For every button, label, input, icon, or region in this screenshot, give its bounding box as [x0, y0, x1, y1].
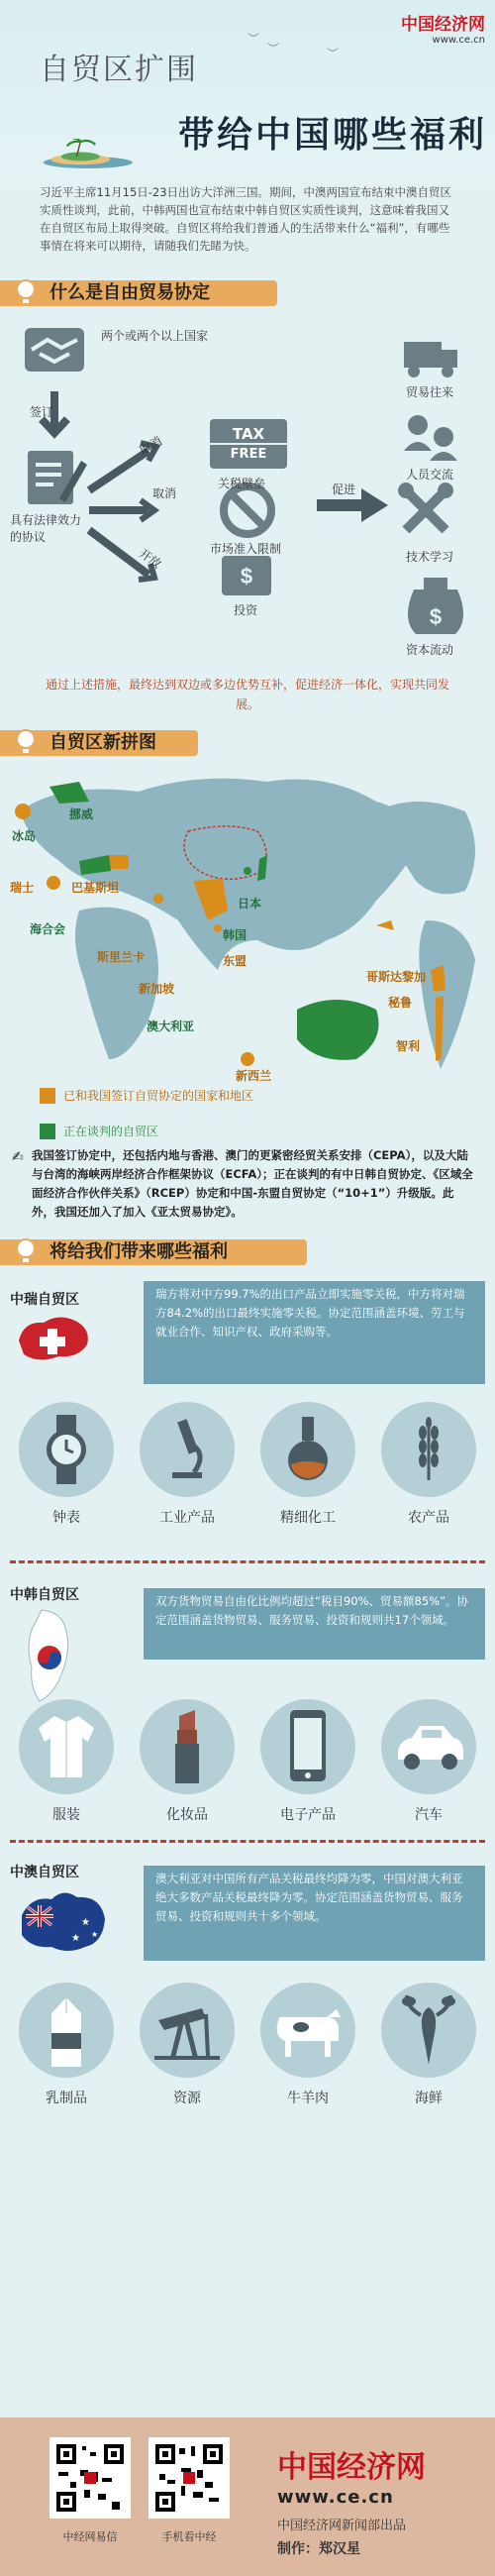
- open-label: 开放: [136, 546, 164, 572]
- result-tech-label: 技术学习: [406, 550, 454, 564]
- marker-australia: [297, 1000, 379, 1060]
- section-benefits-header: [0, 1232, 495, 1271]
- qr1-label: 中经网易信: [62, 2530, 118, 2543]
- lightbulb-icon: [14, 1237, 38, 1267]
- item-label: 海鲜: [415, 2091, 443, 2106]
- swiss-fta-name: 中瑞自贸区: [10, 1292, 79, 1308]
- brand-url: www.ce.cn: [432, 35, 485, 46]
- prohibited-icon: [224, 486, 271, 534]
- market-access-label: 市场准入限制: [210, 542, 282, 556]
- label-norway: 挪威: [69, 807, 94, 821]
- arrow-up-right-icon: [89, 451, 148, 490]
- agreement-label: 具有法律效力的协议: [10, 513, 82, 544]
- result-people-label: 人员交流: [406, 468, 454, 482]
- korea-items-row: [0, 1699, 495, 1824]
- item-label: 化妆品: [166, 1807, 208, 1823]
- item-label: 资源: [173, 2091, 201, 2106]
- korea-fta-text: 双方货物贸易自由化比例均超过“税目90%、贸易额85%”。协定范围涵盖货物贸易、服务贸易、投资和规则共17个领域。: [144, 1588, 485, 1660]
- legend-signed-text: 已和我国签订自贸协定的国家和地区: [63, 1089, 254, 1103]
- result-capital-label: 资本流动: [406, 643, 454, 657]
- header: [0, 0, 495, 183]
- marker-korea: [244, 867, 251, 875]
- divider: [10, 1840, 485, 1843]
- label-costarica: 哥斯达黎加: [366, 970, 427, 984]
- label-chile: 智利: [396, 1039, 421, 1053]
- australia-fta-name: 中澳自贸区: [10, 1865, 79, 1880]
- korea-fta-name: 中韩自贸区: [10, 1587, 79, 1603]
- swiss-items-row: [0, 1402, 495, 1527]
- label-asean: 东盟: [223, 954, 248, 968]
- footer: [0, 2417, 495, 2576]
- item-label: 服装: [52, 1807, 80, 1823]
- footer-brand[interactable]: 中国经济网: [277, 2450, 426, 2485]
- legend-swatch-signed: [40, 1088, 55, 1104]
- swiss-fta-block: [0, 1281, 495, 1568]
- swiss-fta-text: 瑞方将对中方99.7%的出口产品立即实施零关税，中方将对瑞方84.2%的出口最终实施零关税。协定范围涵盖环境、劳工与就业合作、知识产权、政府采购等。: [144, 1281, 485, 1384]
- qr2-label: 手机看中经: [161, 2530, 217, 2543]
- qr-code-icon[interactable]: [148, 2437, 230, 2519]
- label-newzealand: 新西兰: [236, 1069, 272, 1083]
- item-label: 工业产品: [159, 1510, 215, 1526]
- tax-icon-top: TAX: [232, 425, 265, 443]
- item-car: [381, 1699, 476, 1824]
- handshake-icon: [25, 328, 84, 372]
- money-bag-icon: [408, 578, 463, 634]
- bird-icon: ︶: [248, 32, 260, 46]
- fta-note-text: 我国签订协定中，还包括内地与香港、澳门的更紧密经贸关系安排（CEPA），以及大陆与台湾的海峡两岸经济合作框架协议（ECFA）；正在谈判的有中日韩自贸协定、《区域全面经济合作伙伴关系》（RCEP）协定和中国-东盟自贸协定（“10+1”）升级版。此外，我国还加入了加入《亚太贸易协定》。: [32, 1148, 473, 1219]
- tools-icon: [398, 483, 453, 530]
- item-cosmetics: [140, 1699, 235, 1824]
- marker-newzealand: [241, 1052, 254, 1066]
- marker-iceland: [15, 804, 31, 819]
- brand-logo[interactable]: [401, 10, 485, 46]
- marker-switzerland: [47, 876, 60, 890]
- oil-pump-icon: [140, 1983, 235, 2078]
- parties-label: 两个或两个以上国家: [101, 329, 209, 343]
- car-icon: [381, 1699, 476, 1794]
- svg-text:$: $: [429, 604, 443, 629]
- lipstick-icon: [140, 1699, 235, 1794]
- document-pencil-icon: [28, 451, 87, 504]
- investment-label: 投资: [234, 603, 258, 617]
- promote-label: 促进: [332, 483, 356, 496]
- sign-label: 签订: [30, 405, 54, 419]
- fta-conclusion: 通过上述措施，最终达到双边或多边优势互补，促进经济一体化，实现共同发展。: [45, 678, 449, 711]
- svg-text:★: ★: [71, 1933, 80, 1944]
- cancel-label-1: 取消: [137, 433, 165, 458]
- korea-map-icon: [22, 1608, 81, 1707]
- label-gcc: 海合会: [30, 922, 66, 936]
- legend-swatch-negotiating: [40, 1124, 55, 1139]
- label-korea: 韩国: [223, 928, 248, 942]
- investment-icon: [222, 556, 271, 595]
- swiss-map-icon: [14, 1311, 93, 1366]
- australia-items-row: [0, 1983, 495, 2107]
- lobster-icon: [381, 1983, 476, 2078]
- tax-barrier-label: 关税壁垒: [218, 477, 266, 490]
- milk-carton-icon: [19, 1983, 114, 2078]
- item-resources: [140, 1983, 235, 2107]
- fta-note: [0, 1146, 495, 1222]
- item-label: 牛羊肉: [287, 2091, 329, 2106]
- label-pakistan: 巴基斯坦: [71, 881, 120, 895]
- brand-name: 中国经济网: [401, 15, 485, 35]
- item-label: 乳制品: [46, 2091, 87, 2106]
- title-line-2: 带给中国哪些福利: [178, 115, 488, 156]
- section-fta-header: [0, 272, 495, 312]
- item-watch: [19, 1402, 114, 1527]
- korea-fta-block: [0, 1568, 495, 1850]
- phone-icon: [260, 1699, 355, 1794]
- bird-icon: ︶: [327, 47, 340, 60]
- item-industrial: [140, 1402, 235, 1527]
- watch-icon: [19, 1402, 114, 1497]
- label-peru: 秘鲁: [388, 996, 413, 1010]
- australia-fta-text: 澳大利亚对中国所有产品关税最终均降为零，中国对澳大利亚绝大多数产品关税最终降为零。协定范围涵盖货物贸易、服务贸易、投资和规则共十多个领域。: [144, 1866, 485, 1961]
- lightbulb-icon: [14, 278, 38, 308]
- item-dairy: [19, 1983, 114, 2107]
- label-japan: 日本: [238, 897, 262, 911]
- item-electronics: [260, 1699, 355, 1824]
- svg-text:★: ★: [81, 1917, 90, 1928]
- bird-icon: ︶: [267, 42, 280, 55]
- label-switzerland: 瑞士: [10, 881, 35, 895]
- pen-icon: ✍: [12, 1149, 24, 1165]
- fta-diagram: [0, 322, 495, 718]
- australia-fta-block: [0, 1850, 495, 2147]
- result-trade-label: 贸易往来: [406, 385, 454, 399]
- legend-signed: [40, 1087, 253, 1104]
- item-seafood: [381, 1983, 476, 2107]
- legend-negotiating-text: 正在谈判的自贸区: [63, 1125, 159, 1138]
- section-title: 自贸区新拼图: [50, 732, 156, 753]
- flask-icon: [260, 1402, 355, 1497]
- title-line-1: 自贸区扩围: [40, 53, 198, 87]
- label-singapore: 新加坡: [139, 982, 175, 996]
- svg-text:★: ★: [91, 1930, 99, 1939]
- section-map-header: [0, 722, 495, 762]
- microscope-icon: [140, 1402, 235, 1497]
- item-label: 汽车: [415, 1807, 443, 1823]
- shirt-icon: [19, 1699, 114, 1794]
- trade-truck-icon: [404, 342, 457, 377]
- cancel-label-2: 取消: [152, 486, 177, 500]
- marker-costarica: [376, 920, 394, 930]
- intro-paragraph: 习近平主席11月15日-23日出访大洋洲三国。期间，中澳两国宣布结束中澳自贸区实质性谈判，此前，中韩两国也宣布结束中韩自贸区实质性谈判，这意味着我国又在自贸区布局上取得突破。自贸区将给我们普通人的生活带来什么“福利”，有哪些事情在将来可以期待，请随我们先睹为快。: [40, 185, 452, 253]
- item-clothing: [19, 1699, 114, 1824]
- marker-srilanka: [153, 894, 163, 904]
- item-label: 钟表: [52, 1510, 80, 1526]
- divider: [10, 1560, 485, 1563]
- item-label: 农产品: [408, 1510, 449, 1526]
- people-exchange-icon: [404, 415, 457, 461]
- footer-org: 中国经济网新闻部出品: [277, 2519, 407, 2533]
- item-meat: [260, 1983, 355, 2107]
- cow-icon: [260, 1983, 355, 2078]
- qr-code-icon[interactable]: [50, 2437, 131, 2519]
- svg-text:$: $: [240, 564, 253, 589]
- marker-singapore: [214, 924, 222, 932]
- section-title: 将给我们带来哪些福利: [50, 1241, 228, 1262]
- label-iceland: 冰岛: [12, 829, 37, 843]
- legend-negotiating: [40, 1123, 158, 1139]
- footer-author: 制作：郑汉星: [277, 2541, 360, 2557]
- section-title: 什么是自由贸易协定: [50, 282, 210, 303]
- label-australia: 澳大利亚: [147, 1020, 195, 1033]
- item-label: 精细化工: [280, 1510, 336, 1526]
- island-icon: [20, 139, 148, 168]
- item-label: 电子产品: [280, 1807, 336, 1823]
- marker-pakistan: [109, 855, 129, 869]
- south-america-shape: [419, 920, 475, 1069]
- fta-world-map: [0, 772, 495, 1119]
- item-chemical: [260, 1402, 355, 1527]
- australia-map-icon: [12, 1885, 111, 1959]
- legend-row: [0, 1119, 495, 1146]
- tax-icon-bottom: FREE: [230, 447, 267, 462]
- wheat-icon: [381, 1402, 476, 1497]
- lightbulb-icon: [14, 728, 38, 758]
- item-agri: [381, 1402, 476, 1527]
- footer-url[interactable]: www.ce.cn: [277, 2487, 394, 2508]
- label-srilanka: 斯里兰卡: [97, 950, 146, 964]
